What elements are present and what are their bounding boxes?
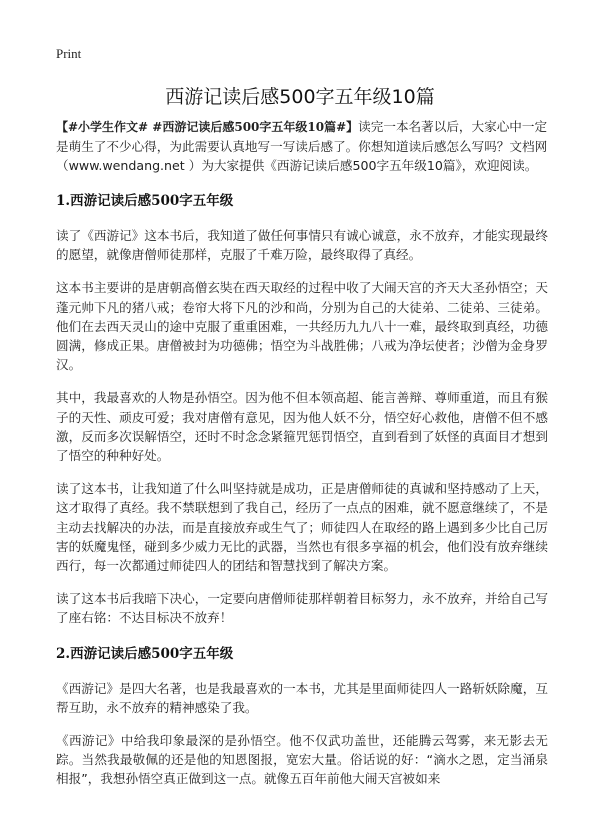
- paragraph: 其中，我最喜欢的人物是孙悟空。因为他不但本领高超、能言善辩、尊师重道，而且有猴子的天性、顽皮可爱；我对唐僧有意见，因为他人妖不分，悟空好心救他，唐僧不但不感激，反而多次误解悟空，还时不时念念紧箍咒惩罚悟空，直到看到了妖怪的真面目才想到了悟空的种种好处。: [56, 390, 548, 464]
- section-heading: 1.西游记读后感500字五年级: [56, 193, 234, 209]
- intro-paragraph: [56, 117, 548, 175]
- intro-text: 读完一本名著以后，大家心中一定是萌生了不少心得，为此需要认真地写一写读后感了。你想知道读后感怎么写吗？文档网（www.wendang.net ）为大家提供《西游记读后感500字五年级10篇》，欢迎阅读。: [56, 119, 548, 173]
- print-link[interactable]: Print: [56, 46, 82, 61]
- paragraph: 读了这本书后我暗下决心，一定要向唐僧师徒那样朝着目标努力，永不放弃，并给自己写了座右铭：不达目标决不放弃！: [56, 591, 548, 626]
- paragraph: 读了这本书，让我知道了什么叫坚持就是成功，正是唐僧师徒的真诚和坚持感动了上天，这才取得了真经。我不禁联想到了我自己，经历了一点点的困难，就不愿意继续了，不是主动去找解决的办法，而是直接放弃或生气了；师徒四人在取经的路上遇到多少比自己厉害的妖魔鬼怪，碰到多少威力无比的武器，当然也有很多享福的机会，他们没有放弃继续西行，每一次都通过师徒四人的团结和智慧找到了解决方案。: [56, 481, 548, 574]
- paragraph: 《西游记》是四大名著，也是我最喜欢的一本书，尤其是里面师徒四人一路斩妖除魔，互帮互助，永不放弃的精神感染了我。: [56, 680, 548, 715]
- paragraph: 读了《西游记》这本书后，我知道了做任何事情只有诚心诚意，永不放弃，才能实现最终的愿望，就像唐僧师徒那样，克服了千难万险，最终取得了真经。: [56, 228, 548, 263]
- document-body: [56, 117, 548, 803]
- paragraph: 《西游记》中给我印象最深的是孙悟空。他不仅武功盖世，还能腾云驾雾，来无影去无踪。当然我最敬佩的还是他的知恩图报，宽宏大量。俗话说的好：“滴水之恩，定当涌泉相报”，我想孙悟空真正做到这一点。就像五百年前他大闹天宫被如来: [56, 733, 548, 787]
- intro-tag: 【#小学生作文# #西游记读后感500字五年级10篇#】: [56, 120, 359, 134]
- section-heading: 2.西游记读后感500字五年级: [56, 645, 234, 662]
- paragraph: 这本书主要讲的是唐朝高僧玄奘在西天取经的过程中收了大闹天宫的齐天大圣孙悟空；天蓬元帅下凡的猪八戒；卷帘大将下凡的沙和尚，分别为自己的大徒弟、二徒弟、三徒弟。他们在去西天灵山的途中克服了重重困难，一共经历九九八十一难，最终取到真经，功德圆满，修成正果。唐僧被封为功德佛；悟空为斗战胜佛；八戒为净坛使者；沙僧为金身罗汉。: [56, 280, 548, 373]
- document-title: 西游记读后感500字五年级10篇: [165, 86, 435, 108]
